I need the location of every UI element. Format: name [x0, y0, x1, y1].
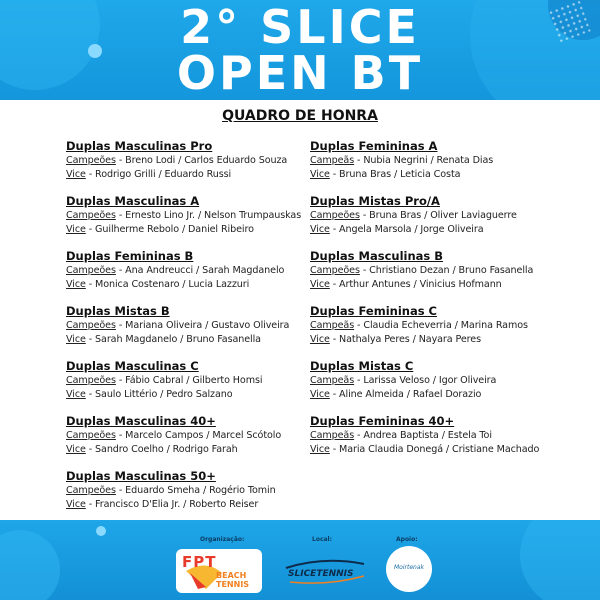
champions-names: - Bruna Bras / Oliver Laviaguerre	[359, 210, 517, 221]
champions-label: Campeões	[66, 265, 116, 276]
vice-names: - Bruna Bras / Leticia Costa	[329, 169, 461, 180]
category-block	[66, 249, 311, 304]
vice-line	[310, 333, 580, 347]
vice-line	[66, 168, 311, 182]
champions-line	[310, 209, 580, 223]
vice-label: Vice	[66, 169, 86, 180]
champions-line	[66, 319, 311, 333]
category-block	[66, 414, 311, 469]
category-title: Duplas Masculinas A	[66, 194, 200, 208]
champions-line	[66, 429, 311, 443]
results-column-right	[310, 139, 580, 469]
vice-label: Vice	[310, 279, 330, 290]
vice-label: Vice	[310, 444, 330, 455]
champions-line	[66, 484, 311, 498]
category-title: Duplas Masculinas 50+	[66, 469, 216, 483]
champions-names: - Ana Andreucci / Sarah Magdanelo	[115, 265, 285, 276]
vice-line	[66, 388, 311, 402]
category-title: Duplas Masculinas B	[310, 249, 444, 263]
champions-names: - Breno Lodi / Carlos Eduardo Souza	[115, 155, 288, 166]
champions-label: Campeões	[310, 210, 360, 221]
header-banner	[0, 0, 600, 100]
category-block	[66, 469, 311, 524]
slice-tennis-logo	[284, 556, 366, 586]
category-block	[66, 304, 311, 359]
champions-names: - Claudia Echeverria / Marina Ramos	[354, 320, 528, 331]
category-block	[66, 194, 311, 249]
results-column-left	[66, 139, 311, 524]
vice-names: - Sarah Magdanelo / Bruno Fasanella	[85, 334, 261, 345]
category-block	[310, 414, 580, 469]
vice-line	[310, 443, 580, 457]
vice-names: - Nathalya Peres / Nayara Peres	[329, 334, 481, 345]
vice-label: Vice	[66, 224, 86, 235]
category-title: Duplas Femininas C	[310, 304, 437, 318]
vice-line	[310, 278, 580, 292]
category-block	[66, 139, 311, 194]
vice-label: Vice	[310, 389, 330, 400]
champions-line	[310, 319, 580, 333]
organizacao-label: Organização:	[200, 536, 245, 543]
vice-names: - Saulo Littério / Pedro Salzano	[85, 389, 233, 400]
category-title: Duplas Mistas C	[310, 359, 414, 373]
champions-names: - Larissa Veloso / Igor Oliveira	[354, 375, 497, 386]
vice-names: - Angela Marsola / Jorge Oliveira	[329, 224, 484, 235]
category-title: Duplas Mistas Pro/A	[310, 194, 440, 208]
category-title: Duplas Femininas B	[66, 249, 194, 263]
champions-label: Campeãs	[310, 320, 355, 331]
fpt-beach-tennis-logo	[176, 549, 262, 593]
champions-label: Campeãs	[310, 155, 355, 166]
champions-line	[66, 154, 311, 168]
category-title: Duplas Femininas 40+	[310, 414, 455, 428]
vice-line	[310, 168, 580, 182]
vice-label: Vice	[66, 334, 86, 345]
champions-names: - Christiano Dezan / Bruno Fasanella	[359, 265, 534, 276]
champions-label: Campeãs	[310, 430, 355, 441]
footer-banner	[0, 520, 600, 600]
vice-line	[310, 223, 580, 237]
decorative-circle	[0, 530, 60, 600]
vice-line	[66, 333, 311, 347]
category-title: Duplas Femininas A	[310, 139, 438, 153]
category-block	[310, 304, 580, 359]
vice-label: Vice	[66, 444, 86, 455]
vice-label: Vice	[66, 389, 86, 400]
vice-names: - Aline Almeida / Rafael Dorazio	[329, 389, 482, 400]
category-block	[310, 139, 580, 194]
champions-line	[66, 209, 311, 223]
vice-names: - Sandro Coelho / Rodrigo Farah	[85, 444, 238, 455]
category-title: Duplas Masculinas 40+	[66, 414, 216, 428]
local-label: Local:	[312, 536, 333, 543]
vice-line	[66, 278, 311, 292]
champions-names: - Andrea Baptista / Estela Toi	[354, 430, 492, 441]
vice-label: Vice	[66, 499, 86, 510]
vice-names: - Monica Costenaro / Lucia Lazzuri	[85, 279, 250, 290]
champions-label: Campeões	[66, 155, 116, 166]
champions-line	[310, 154, 580, 168]
event-title-line1: 2° SLICE	[180, 0, 420, 54]
champions-line	[66, 264, 311, 278]
champions-names: - Ernesto Lino Jr. / Nelson Trumpauskas	[115, 210, 302, 221]
vice-label: Vice	[310, 169, 330, 180]
honor-board-title: QUADRO DE HONRA	[222, 108, 378, 124]
event-title-line2: OPEN BT	[176, 46, 424, 100]
fpt-logo-subtext: BEACH TENNIS	[216, 571, 250, 589]
vice-line	[66, 223, 311, 237]
vice-label: Vice	[66, 279, 86, 290]
champions-line	[310, 374, 580, 388]
category-block	[310, 359, 580, 414]
slice-logo-text: SLICETENNIS	[288, 569, 354, 579]
category-title: Duplas Masculinas Pro	[66, 139, 213, 153]
champions-label: Campeões	[66, 485, 116, 496]
category-title: Duplas Masculinas C	[66, 359, 199, 373]
champions-label: Campeões	[66, 210, 116, 221]
vice-line	[66, 498, 311, 512]
vice-label: Vice	[310, 224, 330, 235]
vice-names: - Rodrigo Grilli / Eduardo Russi	[85, 169, 232, 180]
vice-line	[66, 443, 311, 457]
champions-label: Campeãs	[310, 375, 355, 386]
champions-line	[310, 429, 580, 443]
champions-label: Campeões	[66, 375, 116, 386]
vice-line	[310, 388, 580, 402]
champions-label: Campeões	[66, 430, 116, 441]
fpt-logo-text: FPT	[182, 553, 217, 571]
category-block	[310, 249, 580, 304]
decorative-circle	[96, 526, 106, 536]
vice-names: - Guilherme Rebolo / Daniel Ribeiro	[85, 224, 254, 235]
vice-names: - Arthur Antunes / Vinicius Hofmann	[329, 279, 502, 290]
category-title: Duplas Mistas B	[66, 304, 170, 318]
vice-label: Vice	[310, 334, 330, 345]
apoio-logo-text: Moirtenak	[394, 564, 424, 571]
champions-names: - Marcelo Campos / Marcel Scótolo	[115, 430, 282, 441]
champions-line	[66, 374, 311, 388]
category-block	[66, 359, 311, 414]
apoio-sponsor-logo	[386, 546, 432, 592]
decorative-circle	[520, 520, 600, 600]
apoio-label: Apoio:	[396, 536, 418, 543]
champions-names: - Mariana Oliveira / Gustavo Oliveira	[115, 320, 290, 331]
champions-label: Campeões	[66, 320, 116, 331]
category-block	[310, 194, 580, 249]
champions-label: Campeões	[310, 265, 360, 276]
champions-names: - Fábio Cabral / Gilberto Homsi	[115, 375, 263, 386]
vice-names: - Maria Claudia Donegá / Cristiane Machado	[329, 444, 540, 455]
champions-names: - Nubia Negrini / Renata Dias	[354, 155, 494, 166]
champions-line	[310, 264, 580, 278]
vice-names: - Francisco D'Elia Jr. / Roberto Reiser	[85, 499, 259, 510]
champions-names: - Eduardo Smeha / Rogério Tomin	[115, 485, 276, 496]
